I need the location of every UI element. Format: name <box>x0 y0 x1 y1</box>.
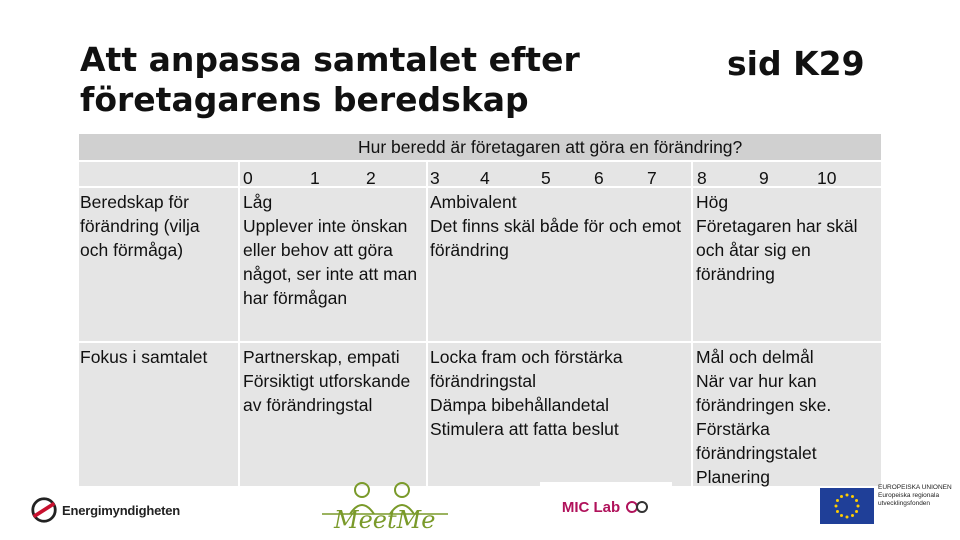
row-label-readiness: Beredskap för förändring (vilja och förmåga) <box>80 192 205 260</box>
cell-readiness-low: Låg Upplever inte önskan eller behov att göra något, ser inte att man har förmågan <box>243 192 418 308</box>
grid-line <box>79 160 881 162</box>
miclab-label: MIC Lab <box>561 498 621 516</box>
eu-star <box>836 499 839 502</box>
eu-star <box>851 495 854 498</box>
energimyndigheten-icon <box>30 495 58 525</box>
meetme-label: MeetMe <box>334 506 436 534</box>
cell-readiness-mid: Ambivalent Det finns skäl både för och emot förändring <box>430 192 681 260</box>
grid-line <box>79 341 881 343</box>
cell-readiness-high: Hög Företagaren har skäl och åtar sig en förändring <box>696 192 858 284</box>
eu-star <box>855 510 858 513</box>
slide-title: Att anpassa samtalet efter företagarens beredskap <box>80 40 580 119</box>
cell-focus-mid: Locka fram och förstärka förändringstal Dämpa bibehållandetal Stimulera att fatta beslut <box>430 347 623 439</box>
meetme-logo <box>320 476 450 536</box>
scale-number: 0 <box>243 168 253 188</box>
scale-number: 2 <box>366 168 376 188</box>
row-label-focus: Fokus i samtalet <box>80 347 208 367</box>
miclab-logo <box>540 482 672 532</box>
eu-star <box>851 514 854 517</box>
eu-star <box>846 516 849 519</box>
eu-star <box>846 494 849 497</box>
eu-star <box>836 510 839 513</box>
cell-focus-low: Partnerskap, empati Försiktigt utforskande av förändringstal <box>243 347 411 415</box>
scale-number: 7 <box>647 168 657 188</box>
eu-stars <box>820 488 874 524</box>
scale-number: 5 <box>541 168 551 188</box>
eu-star <box>840 514 843 517</box>
cell-focus-high: Mål och delmål När var hur kan förändringen ske. Förstärka förändringstalet Planering <box>696 347 832 487</box>
scale-number: 3 <box>430 168 440 188</box>
eu-label: EUROPEISKA UNIONEN Europeiska regionala utvecklingsfonden <box>878 484 952 507</box>
grid-line <box>238 160 240 486</box>
energimyndigheten-logo <box>30 490 180 530</box>
scale-number: 9 <box>759 168 769 188</box>
table-header: Hur beredd är företagaren att göra en förändring? <box>358 137 743 157</box>
eu-star <box>857 505 860 508</box>
scale-number: 10 <box>817 168 837 188</box>
energimyndigheten-label: Energimyndigheten <box>62 502 180 518</box>
page-reference: sid K29 <box>727 44 865 83</box>
miclab-icon <box>626 499 650 515</box>
scale-number: 1 <box>310 168 320 188</box>
eu-star <box>855 499 858 502</box>
eu-flag-icon <box>820 488 874 524</box>
grid-line <box>691 160 693 486</box>
scale-number: 4 <box>480 168 490 188</box>
grid-line <box>426 160 428 486</box>
eu-star <box>840 495 843 498</box>
scale-number: 6 <box>594 168 604 188</box>
eu-star <box>835 505 838 508</box>
scale-number: 8 <box>697 168 707 188</box>
